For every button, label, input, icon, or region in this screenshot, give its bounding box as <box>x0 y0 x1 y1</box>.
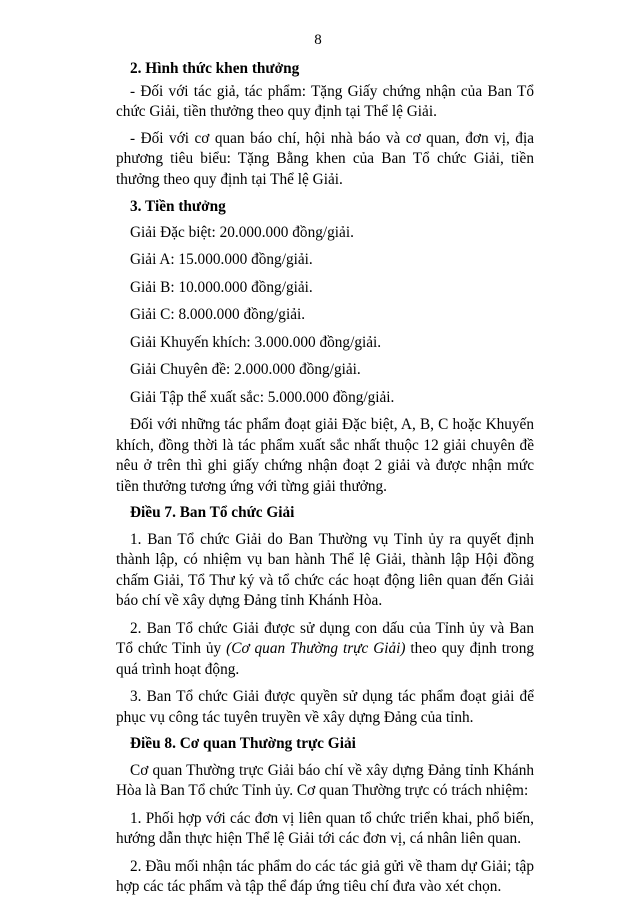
prize-item: Giải Đặc biệt: 20.000.000 đồng/giải. <box>130 223 354 241</box>
article-7-heading: Điều 7. Ban Tổ chức Giải <box>130 504 295 521</box>
document-body <box>116 59 534 898</box>
article-7-clause-1: 1. Ban Tổ chức Giải do Ban Thường vụ Tỉnh ủy ra quyết định thành lập, có nhiệm vụ ban hành Thể lệ Giải, thành lập Hội đồng chấm Giải, Tổ Thư ký và tổ chức các hoạt động liên quan đến Giải báo chí về xây dựng Đảng tỉnh Khánh Hòa. <box>116 530 534 609</box>
article-8-clause-1: 1. Phối hợp với các đơn vị liên quan tổ chức triển khai, phổ biến, hướng dẫn thực hiện Thể lệ Giải tới các đơn vị, cá nhân liên quan. <box>116 809 534 847</box>
clause-2-text-end: theo quy định trong quá trình hoạt động. <box>116 640 534 678</box>
article-7-clause-2 <box>116 619 534 681</box>
section-heading-award-forms: 2. Hình thức khen thưởng <box>130 60 300 77</box>
prize-item: Giải A: 15.000.000 đồng/giải. <box>130 251 313 268</box>
prize-item: Giải Tập thể xuất sắc: 5.000.000 đồng/giải. <box>130 388 395 406</box>
paragraph-agency-award: - Đối với cơ quan báo chí, hội nhà báo và cơ quan, đơn vị, địa phương tiêu biểu: Tặng Bằng khen của Ban Tổ chức Giải, tiền thưởng theo quy định tại Thể lệ Giải. <box>116 129 534 188</box>
page-number: 8 <box>314 32 322 48</box>
article-8-heading: Điều 8. Cơ quan Thường trực Giải <box>130 735 356 752</box>
article-8-clause-2: 2. Đầu mối nhận tác phẩm do các tác giả gửi về tham dự Giải; tập hợp các tác phẩm và tập thể đáp ứng tiêu chí đưa vào xét chọn. <box>116 857 534 895</box>
prize-item: Giải C: 8.000.000 đồng/giải. <box>130 306 306 323</box>
article-7-clause-3: 3. Ban Tổ chức Giải được quyền sử dụng tác phẩm đoạt giải để phục vụ công tác tuyên truyền về xây dựng Đảng của tỉnh. <box>116 688 534 726</box>
prize-item: Giải Khuyến khích: 3.000.000 đồng/giải. <box>130 333 382 351</box>
prize-item: Giải B: 10.000.000 đồng/giải. <box>130 278 313 296</box>
prize-item: Giải Chuyên đề: 2.000.000 đồng/giải. <box>130 361 361 378</box>
article-8-intro: Cơ quan Thường trực Giải báo chí về xây dựng Đảng tỉnh Khánh Hòa là Ban Tổ chức Tỉnh ủy. Cơ quan Thường trực có trách nhiệm: <box>116 761 534 799</box>
section-heading-prize-money: 3. Tiền thưởng <box>130 198 226 215</box>
paragraph-dual-prize-note: Đối với những tác phẩm đoạt giải Đặc biệt, A, B, C hoặc Khuyến khích, đồng thời là tác phẩm xuất sắc nhất thuộc 12 giải chuyên đề nêu ở trên thì ghi giấy chứng nhận đoạt 2 giải và được nhận mức tiền thưởng tương ứng với từng giải thưởng. <box>116 416 534 495</box>
clause-2-italic-note: (Cơ quan Thường trực Giải) <box>226 640 406 657</box>
clause-2-text-start: 2. Ban Tổ chức Giải được sử dụng con dấu của Tỉnh ủy và Ban Tổ chức Tỉnh ủy <box>116 619 534 657</box>
paragraph-author-award: - Đối với tác giả, tác phẩm: Tặng Giấy chứng nhận của Ban Tổ chức Giải, tiền thưởng theo quy định tại Thể lệ Giải. <box>116 82 534 120</box>
